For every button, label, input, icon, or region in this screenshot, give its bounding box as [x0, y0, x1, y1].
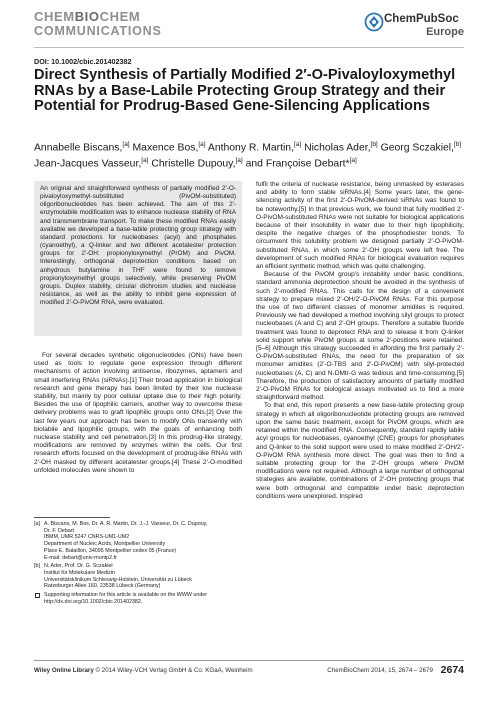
author-affiliation-mark: [a] — [293, 141, 302, 148]
page-footer — [34, 664, 464, 678]
doi: DOI: 10.1002/cbic.201402382 — [34, 57, 132, 66]
supporting-info-note — [34, 592, 242, 605]
author-affiliation-mark: [a] — [349, 157, 357, 165]
footnote-line: Supporting information for this article is available on the WWW under — [44, 592, 208, 599]
author-affiliation-mark: [a] — [235, 157, 243, 165]
footer-divider — [34, 660, 464, 661]
publisher-logo — [364, 12, 464, 42]
footnote-line: E-mail: debart@univ-montp2.fr — [44, 554, 117, 561]
body-paragraph: Because of the PivOM group's instability under basic conditions, standard ammonia deprotection should be avoided in the synthesis of such 2′-modified RNAs. This calls for the design of a convenient strategy to prepare mixed 2′-OH/2′-O-PivOM RNAs. For this purpose the use of two different classes of monomer amidites is required. Previously we had developed a method involving silyl groups to protect nucleobases (A and C) and 2′-OH groups. Therefore a suitable fluoride treatment was found to deprotect RNA and to release it from Q-linker solid support while PivOM groups at some 2′-positions were retained.[5–6] Although this strategy succeeded in affording the first partially 2′-O-PivOM-substituted RNAs, the need for the preparation of six monomer amidites (2′-O-TBS and 2′-O-PivOM) with silyl-protected nucleobases (A, C) and N-DMtr-G was tedious and time-consuming.[5] Therefore, the production of satisfactory amounts of partially modified 2′-O-PivOM RNAs for biological assays motivated us to find a more straightforward method. — [256, 271, 464, 402]
footnote-line: http://dx.doi.org/10.1002/cbic.201402382. — [44, 598, 143, 605]
author-name: Jean-Jacques Vasseur, — [34, 158, 142, 170]
body-column-left — [34, 352, 242, 475]
footnote-line: Universitätsklinikum Schleswig-Holstein, Universität zu Lübeck — [44, 576, 192, 583]
footer-publisher: Wiley Online Library © 2014 Wiley-VCH Verlag GmbH & Co. KGaA, Weinheim — [34, 667, 253, 674]
body-paragraph: fulfil the criteria of nuclease resistance, being unmasked by esterases and ability to form stable siRNAs.[4] Some years later, the gene-silencing activity of the first 2′-O-PivOM-derived siRNAs was found to be noteworthy.[5] In that previous work, we found that fully modified 2′-O-PivOM-substituted RNAs were not suitable for biological applications because of their insolubility in water due to their high lipophilicity, despite the negative charges of the phosphodiester bonds. To circumvent this solubility problem we designed partially 2′-O-PivOM-substituted RNAs, in which some 2′-OH groups were left free. The development of such modified RNAs for biological evaluation requires an efficient synthetic method, which was quite challenging. — [256, 181, 464, 271]
body-paragraph: For several decades synthetic oligonucleotides (ONs) have been used as tools to regulate gene expression through different mechanisms of action involving antisense, ribozymes, aptamers and small interfering RNAs (siRNAs).[1] Their broad application in biological research and gene therapy has been limited by their low nuclease stability, but mainly by poor cellular uptake due to their high polarity. Besides the use of lipophilic carriers, another way to overcome these delivery problems was to graft lipophilic groups onto ONs.[2] Over the last few years our approach has been to modify ONs transiently with biolabile and lipophilic groups, with the goals of enhancing both nuclease stability and cell penetration.[3] In this prodrug-like strategy, modifications are removed by enzymes within the cells. Our first research efforts focused on the development of prodrug-like RNAs with 2′-OH masked by different acetalester groups.[4] These 2′-O-modified unfolded molecules were shown to — [34, 352, 242, 474]
journal-header — [34, 10, 464, 44]
author-list — [34, 138, 466, 171]
author-name: Anthony R. Martin, — [205, 142, 294, 154]
publisher-region: Europe — [426, 26, 464, 38]
footnote-line: Dr. F. Debart — [44, 527, 74, 534]
affiliation-a: [a] A. Biscans, M. Bos, Dr. A. R. Martin, Dr. J.-J. Vasseur, Dr. C. Dupouy, Dr. F. Debart IBMM, UMR 5247 CNRS-UM1-UM2 Department of Nucleic Acids, Montpellier University Place E. Bataillon, 34095 Montpellier cedex 05 (France) E-mail: debart@univ-montp2.fr — [34, 521, 208, 561]
author-name: and Françoise Debart* — [242, 158, 350, 170]
page-number: 2674 — [440, 664, 464, 676]
footnote-line: N. Ader, Prof. Dr. G. Sczakiel — [44, 563, 113, 570]
header-divider — [34, 47, 464, 48]
article-title: Direct Synthesis of Partially Modified 2′-O-Pivaloyloxymethyl RNAs by a Base-Labile Protecting Group Strategy and their Potential for Prodrug-Based Gene-Silencing Applications — [34, 67, 456, 115]
author-affiliation-mark: [a] — [198, 141, 206, 148]
supporting-info-icon — [35, 593, 40, 598]
author-affiliation-mark: [b] — [370, 141, 378, 148]
author-affiliation-mark: [a] — [141, 157, 149, 165]
body-column-right — [256, 181, 464, 501]
footer-citation-block — [327, 664, 464, 676]
footnote-divider — [34, 517, 110, 518]
author-name: Annabelle Biscans, — [34, 142, 123, 154]
footer-citation: ChemBioChem 2014, 15, 2674 – 2679 — [327, 666, 433, 674]
footnote-line: Institut für Molekulare Medizin — [44, 569, 115, 576]
footnote-line: IBMM, UMR 5247 CNRS-UM1-UM2 — [44, 534, 130, 541]
body-paragraph: To that end, this report presents a new base-labile protecting group strategy in which all oligoribonucleotide protecting groups are removed upon the same basic treatment, except for PivOM groups, which are retained within the modified RNA. Consequently, standard rapidly labile acyl groups for nucleobases, cyanoethyl (CNE) groups for phosphates and Q-linker to the solid support were used to make modified 2′-OH/2′-O-PivOM RNA synthesis more direct. The goal was then to find a suitable protecting group for the 2′-OH groups where PivOM modifications were not required. Although a large number of orthogonal strategies are available, combinations of 2′-OH protecting groups that were both orthogonal and compatible under basic deprotection conditions were unexplored. Inspired — [256, 402, 464, 500]
footnote-line: Ratzeburger Allee 160, 23538 Lübeck (Germany) — [44, 583, 161, 590]
author-affiliation-mark: [a] — [122, 141, 130, 148]
author-name: Maxence Bos, — [129, 142, 199, 154]
publisher-name: ChemPubSoc — [384, 13, 459, 25]
footnote-line: Department of Nucleic Acids, Montpellier University — [44, 541, 166, 548]
affiliation-b: [b] N. Ader, Prof. Dr. G. Sczakiel Institut für Molekulare Medizin Universitätsklinikum Schleswig-Holstein, Universität zu Lübeck Ratzeburger Allee 160, 23538 Lübeck (Germany) — [34, 563, 192, 590]
journal-name: CHEMBIOCHEM — [34, 9, 141, 24]
footnote-line: A. Biscans, M. Bos, Dr. A. R. Martin, Dr. J.-J. Vasseur, Dr. C. Dupouy, — [44, 521, 208, 527]
section-name: COMMUNICATIONS — [34, 24, 162, 38]
footnote-line: Place E. Bataillon, 34095 Montpellier cedex 05 (France) — [44, 547, 177, 554]
author-name: Christelle Dupouy, — [148, 158, 236, 170]
author-affiliation-mark: [b] — [453, 141, 462, 148]
author-name: Georg Sczakiel, — [377, 142, 454, 154]
abstract: An original and straightforward synthesis of partially modified 2′-O-pivaloyloxymethyl-substituted (PivOM-substituted) oligoribonucleotides has been achieved. The aim of this 2′-enzymolabile modification was to enhance nuclease stability of RNA and transmembrane transport. To make these modified RNAs easily available we developed a base-labile protecting group strategy with standard protections for nucleobases (acyl) and phosphates (cyanoethyl), a Q-linker and two different acetalester protection groups for 2′-OH: propionyloxymethyl (PrOM) and PivOM. Interestingly, orthogonal deprotection conditions based on anhydrous butylamine in THF were found to remove propionyloxymethyl groups selectively, while preserving PivOM groups. Duplex stability, circular dichroism studies and nuclease resistance, as well as the ability to inhibit gene expression of modified 2′-O-PivOM RNA, were evaluated. — [34, 181, 242, 336]
affiliations — [34, 521, 242, 605]
chempubsoc-logo-icon — [364, 12, 384, 32]
author-name: Nicholas Ader, — [301, 142, 371, 154]
